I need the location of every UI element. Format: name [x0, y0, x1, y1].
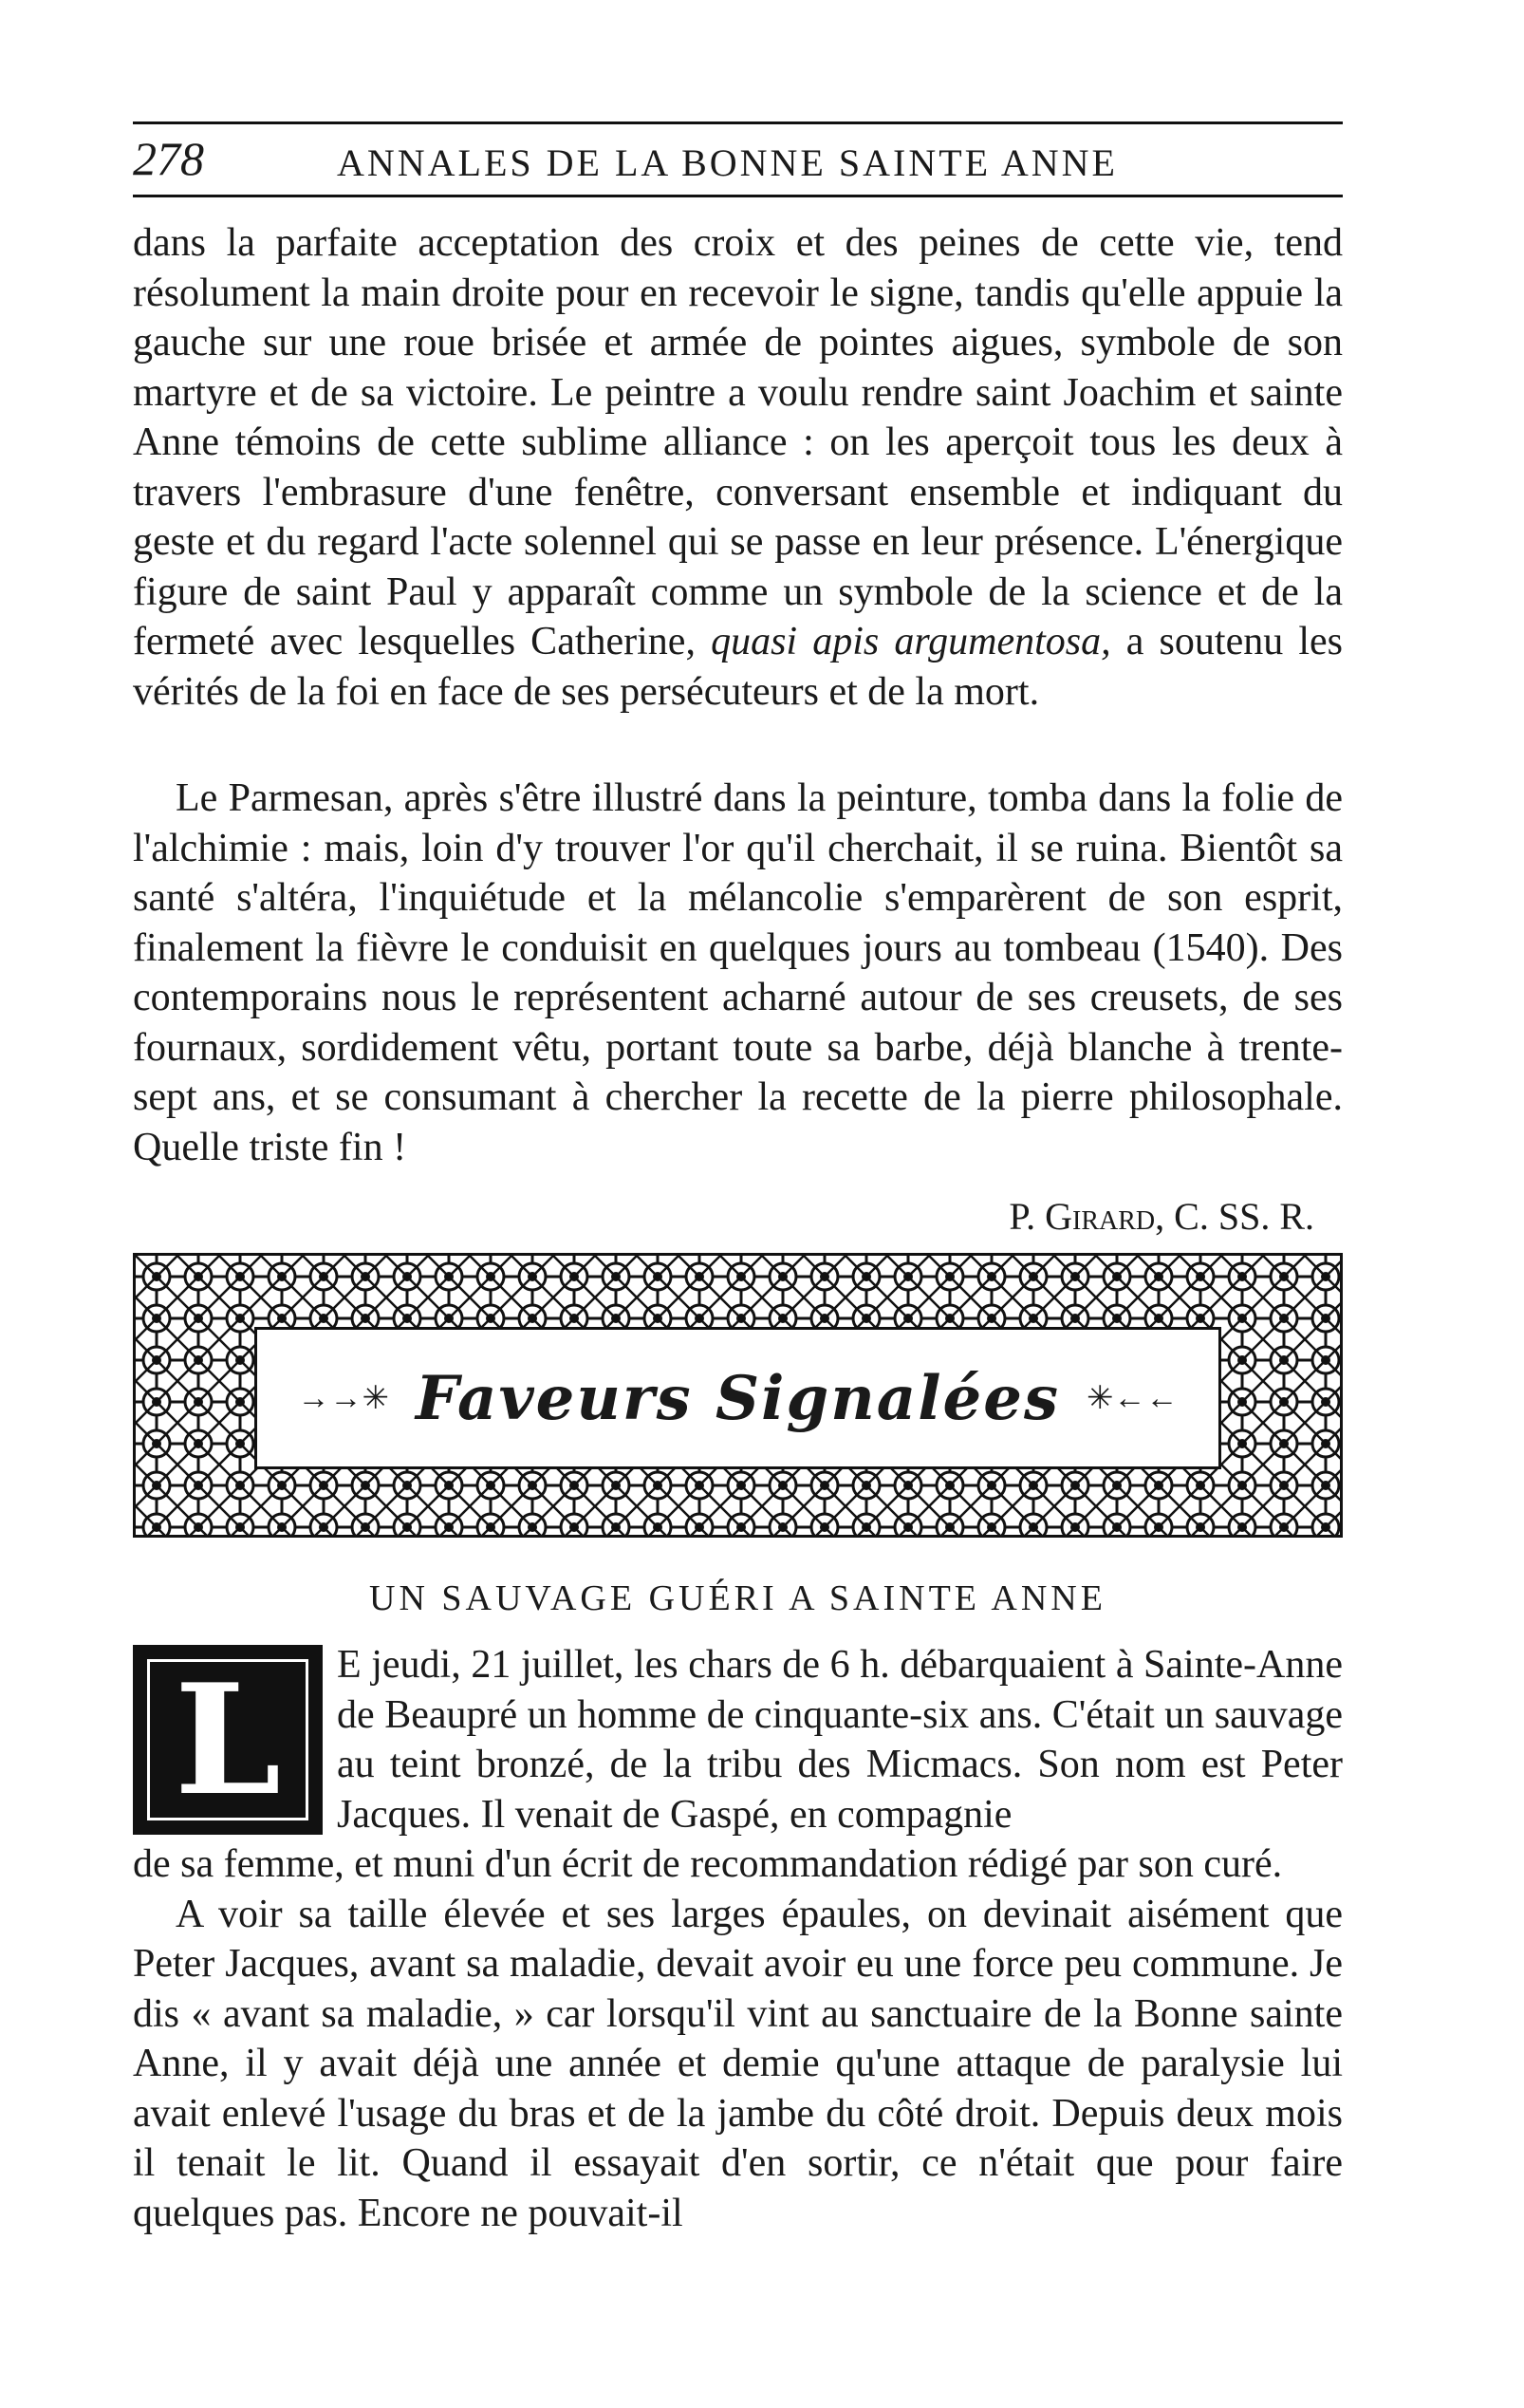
header-rule-top: [133, 121, 1343, 124]
signature-name: Girard: [1045, 1195, 1156, 1238]
page-number: 278: [133, 132, 204, 185]
dropcap-inner-frame: [147, 1651, 308, 1829]
banner-title-panel: [254, 1327, 1221, 1469]
story-lead-text: E jeudi, 21 juillet, les chars de 6 h. débarquaient à Sainte-Anne de Beaupré un homme de cinquante-six ans. C'était un sauvage au teint bronzé, de la tribu des Micmacs. Son nom est Peter Jacques. Il venait de Gaspé, en compagnie: [337, 1643, 1343, 1837]
section-banner: [133, 1253, 1343, 1538]
header-rule-bottom: [133, 195, 1343, 197]
banner-title: Faveurs Signalées: [416, 1362, 1060, 1434]
story-continuation: [133, 1839, 1343, 2238]
paragraph-1-text-b: a soutenu les vérités de la foi en face de ses persécuteurs et de la mort.: [133, 620, 1344, 714]
article-paragraph-1: [133, 218, 1343, 717]
story-lead-continuation: de sa femme, et muni d'un écrit de recommandation rédigé par son curé.: [133, 1842, 1283, 1886]
article-paragraph-2: [133, 774, 1343, 1172]
dropcap-letter: L: [174, 1651, 282, 1829]
signature-initial: P.: [1009, 1195, 1046, 1238]
latin-quote: quasi apis argumentosa,: [711, 620, 1111, 663]
running-head: ANNALES DE LA BONNE SAINTE ANNE: [337, 141, 1118, 184]
flourish-left-icon: →→✳: [297, 1381, 390, 1416]
book-page: [133, 0, 1343, 2408]
story-paragraph-2: A voir sa taille élevée et ses larges épaules, on devinait aisément que Peter Jacques, avant sa maladie, devait avoir eu une force peu commune. Je dis « avant sa maladie, » car lorsqu'il vint au sanctuaire de la Bonne sainte Anne, il y avait déjà une année et demie qu'une attaque de paralysie lui avait enlevé l'usage du bras et de la jambe du côté droit. Depuis deux mois il tenait le lit. Quand il essayait d'en sortir, ce n'était que pour faire quelques pas. Encore ne pouvait-il: [133, 1892, 1343, 2235]
story-lead-paragraph: [337, 1640, 1343, 1839]
paragraph-2-text: Le Parmesan, après s'être illustré dans la peinture, tomba dans la folie de l'alchimie : mais, loin d'y trouver l'or qu'il cherchait, il se ruina. Bientôt sa santé s'altéra, l'inquiétude et la mélancolie s'emparèrent de son esprit, finalement la fièvre le conduisit en quelques jours au tombeau (1540). Des contemporains nous le représentent acharné autour de ses creusets, de ses fournaux, sordidement vêtu, portant toute sa barbe, déjà blanche à trente-sept ans, et se consumant à chercher la recette de la pierre philosophale. Quelle triste fin !: [133, 776, 1343, 1169]
signature-rest: , C. SS. R.: [1155, 1195, 1314, 1238]
paragraph-1-text-a: dans la parfaite acceptation des croix et des peines de cette vie, tend résolument la main droite pour en recevoir le signe, tandis qu'elle appuie la gauche sur une roue brisée et armée de pointes aigues, symbole de son martyre et de sa victoire. Le peintre a voulu rendre saint Joachim et sainte Anne témoins de cette sublime alliance : on les aperçoit tous les deux à travers l'embrasure d'une fenêtre, conversant ensemble et indiquant du geste et du regard l'acte solennel qui se passe en leur présence. L'énergique figure de saint Paul y apparaît comme un symbole de la science et de la fermeté avec lesquelles Catherine,: [133, 221, 1343, 663]
dropcap-frame: [133, 1645, 323, 1835]
author-signature: [1009, 1194, 1314, 1239]
flourish-right-icon: ✳←←: [1086, 1381, 1179, 1416]
story-title: UN SAUVAGE GUÉRI A SAINTE ANNE: [369, 1578, 1106, 1618]
